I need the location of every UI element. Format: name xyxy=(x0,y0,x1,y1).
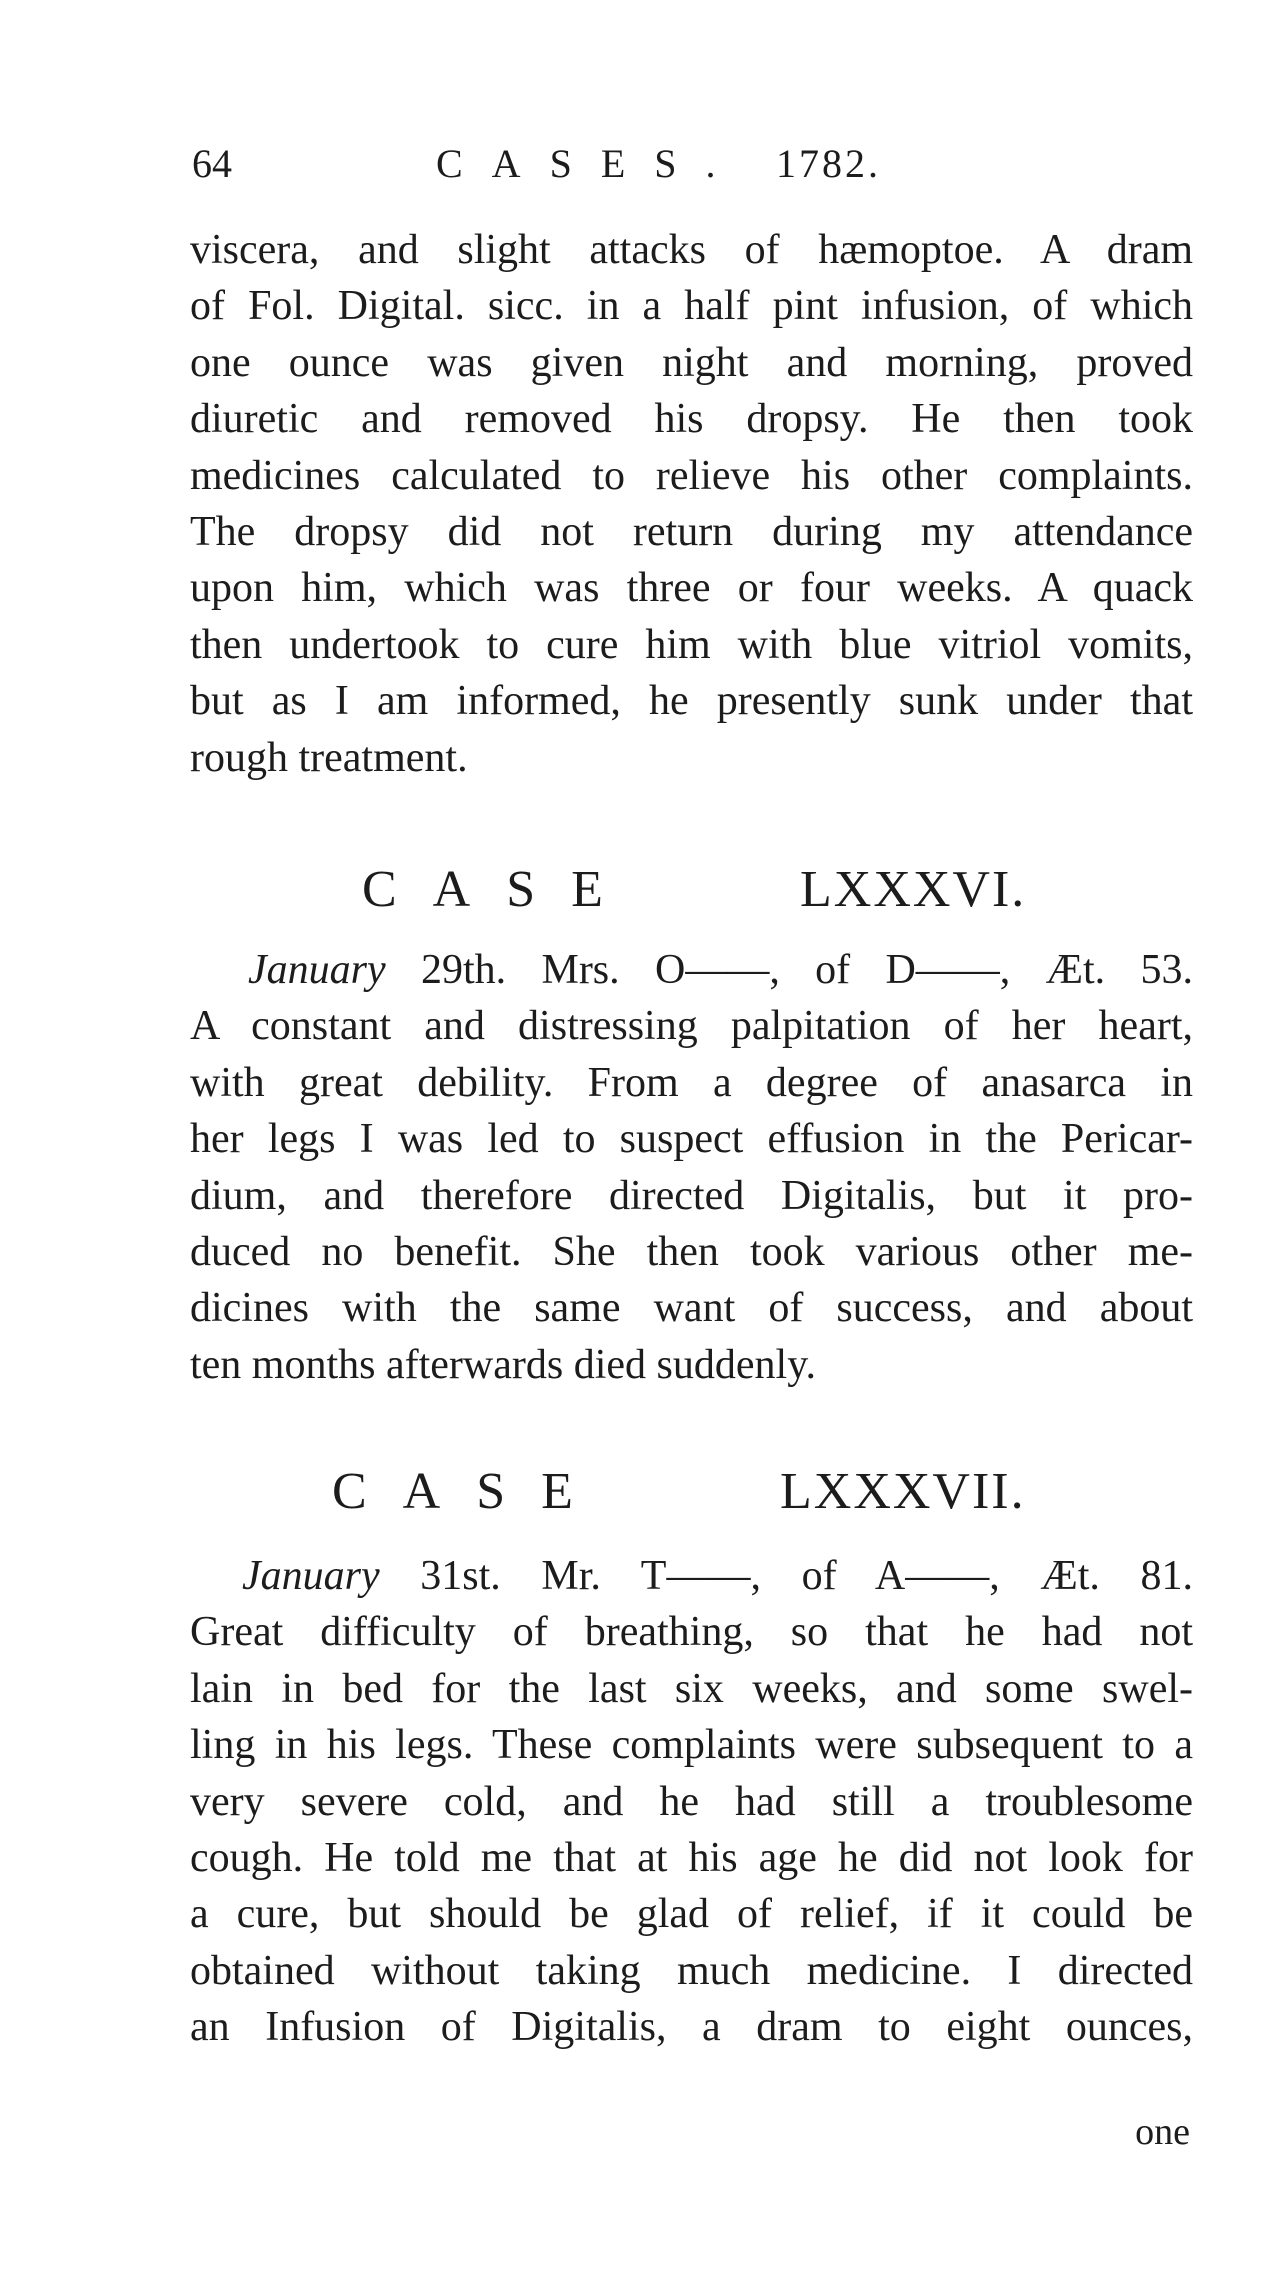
text-line: cough. He told me that at his age he did not look for xyxy=(190,1834,1193,1881)
text-line: upon him, which was three or four weeks. A quack xyxy=(190,565,1193,612)
text-line: of Fol. Digital. sicc. in a half pint infusion, of which xyxy=(190,283,1193,330)
page-number: 64 xyxy=(192,141,232,186)
text-line: duced no benefit. She then took various other me- xyxy=(190,1228,1193,1275)
text-line: A constant and distressing palpitation of her heart, xyxy=(190,1003,1193,1050)
text-line: her legs I was led to suspect effusion in the Pericar- xyxy=(190,1116,1193,1163)
text-line: rough treatment. xyxy=(190,734,468,781)
text-line: very severe cold, and he had still a troublesome xyxy=(190,1778,1193,1825)
text-line: ling in his legs. These complaints were subsequent to a xyxy=(190,1722,1193,1769)
case-87-first-line-rest: 31st. Mr. T——, of A——, Æt. 81. xyxy=(379,1553,1193,1599)
text-line: diuretic and removed his dropsy. He then took xyxy=(190,396,1193,443)
text-line: viscera, and slight attacks of hæmoptoe. A dram xyxy=(190,227,1193,273)
running-year: 1782. xyxy=(776,141,881,186)
case-86-paragraph xyxy=(190,942,1193,1393)
case-86-heading-word: CASE xyxy=(362,861,639,918)
running-title: CASES. xyxy=(436,141,745,186)
text-line: with great debility. From a degree of anasarca in xyxy=(190,1059,1193,1106)
text-line: one ounce was given night and morning, proved xyxy=(190,339,1193,386)
case-87-heading-word: CASE xyxy=(332,1463,609,1520)
text-line: ten months afterwards died suddenly. xyxy=(190,1341,816,1388)
case-86-date-month: January xyxy=(248,947,386,993)
case-86-first-line-rest: 29th. Mrs. O——, of D——, Æt. 53. xyxy=(385,947,1193,993)
case-87-heading xyxy=(332,1462,1026,1521)
text-line: obtained without taking much medicine. I directed xyxy=(190,1947,1193,1994)
text-line: but as I am informed, he presently sunk under that xyxy=(190,678,1193,725)
text-line: dicines with the same want of success, and about xyxy=(190,1285,1193,1332)
catchword: one xyxy=(1135,2111,1190,2153)
case-86-heading xyxy=(362,860,1027,919)
text-line: an Infusion of Digitalis, a dram to eight ounces, xyxy=(190,2004,1193,2051)
case-86-heading-numeral: LXXXVI. xyxy=(800,861,1027,918)
case-87-date-month: January xyxy=(242,1553,380,1599)
case-87-first-line xyxy=(190,1548,1193,1604)
running-head xyxy=(192,140,992,200)
text-line: medicines calculated to relieve his other complaints. xyxy=(190,452,1193,499)
case-86-first-line xyxy=(190,942,1193,998)
text-line: then undertook to cure him with blue vitriol vomits, xyxy=(190,621,1193,668)
text-line: The dropsy did not return during my attendance xyxy=(190,508,1193,555)
text-line: lain in bed for the last six weeks, and some swel- xyxy=(190,1665,1193,1712)
case-87-paragraph xyxy=(190,1548,1193,2056)
case-87-heading-numeral: LXXXVII. xyxy=(780,1463,1026,1520)
continuation-paragraph xyxy=(190,222,1193,786)
text-line: a cure, but should be glad of relief, if it could be xyxy=(190,1891,1193,1938)
text-line: dium, and therefore directed Digitalis, but it pro- xyxy=(190,1172,1193,1219)
text-line: Great difficulty of breathing, so that he had not xyxy=(190,1609,1193,1656)
